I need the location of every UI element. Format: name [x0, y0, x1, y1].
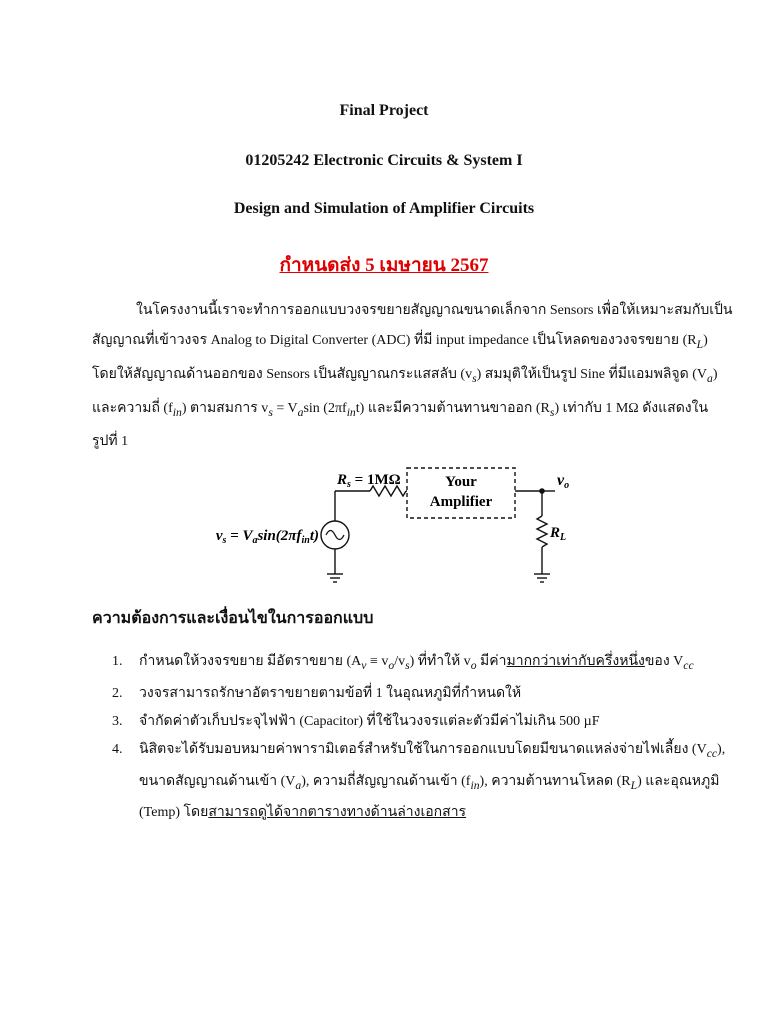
vo-label: vo [557, 472, 570, 491]
requirements-heading: ความต้องการและเงื่อนไขในการออกแบบ [92, 610, 374, 627]
requirement-item-3: 3. จำกัดค่าตัวเก็บประจุไฟฟ้า (Capacitor) ที่ใช้ในวงจรแต่ละตัวมีค่าไม่เกิน 500 µF [112, 713, 600, 729]
intro-line-1: ในโครงงานนี้เราจะทำการออกแบบวงจรขยายสัญญาณขนาดเล็กจาก Sensors เพื่อให้เหมาะสมกับเป็น [136, 303, 733, 318]
deadline-text: กำหนดส่ง 5 เมษายน 2567 [279, 255, 489, 276]
intro-line-4: และความถี่ $(f_{in})$ ตามสมการ $v_s = V_a\sin$ $(2\pi f_{in}t)$ และมีความต้านทานขาออก $(R_s)$ เท่ากับ 1 MΩ ดังแสดงใน [92, 400, 709, 419]
intro-line-3: โดยให้สัญญาณด้านออกของ Sensors เป็นสัญญาณกระแสสลับ $(v_s)$ สมมุติให้เป็นรูป Sine ที่มีแอมพลิจูด $(V_a)$ [92, 366, 718, 385]
requirement-item-2: 2. วงจรสามารถรักษาอัตราขยายตามข้อที่ 1 ในอุณหภูมิที่กำหนดให้ [112, 685, 522, 701]
source-equation: $v_s = V_a\sin(2\pi f_{in}t)$ [215, 528, 319, 546]
requirement-item-1: 1. กำหนดให้วงจรขยาย มีอัตราขยาย $(A_v \equiv v_o/v_s)$ ที่ทำให้ $v_o$ มีค่ามากกว่าเท่ากับครึ่งหนึ่งของ $V_{cc}$ [112, 654, 694, 672]
document-title: Final Project [339, 102, 429, 119]
requirement-item-4: 4. นิสิตจะได้รับมอบหมายค่าพารามิเตอร์สำหรับใช้ในการออกแบบโดยมีขนาดแหล่งจ่ายไฟเลี้ยง $(V_{cc})$, ขนาดสัญญาณด้านเข้า $(V_a)$, ความถี่สัญญาณด้านเข้า $(f_{in})$, ความต้านทานโหลด $(R_L)$ และอุณหภูมิ (Temp) โดยสามารถดูได้จากตารางทางด้านล่างเอกสาร [112, 741, 726, 821]
amplifier-label-line1: Your [445, 474, 477, 490]
intro-line-5: รูปที่ 1 [92, 434, 129, 450]
intro-line-2: สัญญาณที่เข้าวงจร Analog to Digital Converter (ADC) ที่มี input impedance เป็นโหลดของวงจรขยาย $(R_L)$ [92, 333, 708, 351]
ground-left [327, 574, 343, 582]
project-subtitle: Design and Simulation of Amplifier Circuits [233, 200, 535, 217]
requirements-list [112, 648, 726, 827]
rs-label: $R_s = 1M\Omega$ [337, 472, 401, 490]
rl-label: $R_L$ [550, 525, 567, 543]
amplifier-label-line2: Amplifier [429, 494, 493, 510]
course-title: 01205242 Electronic Circuits & System I [245, 152, 523, 169]
ground-right [534, 574, 550, 582]
circuit-diagram [180, 458, 600, 598]
rl-resistor [537, 516, 547, 547]
intro-paragraph [92, 296, 733, 457]
